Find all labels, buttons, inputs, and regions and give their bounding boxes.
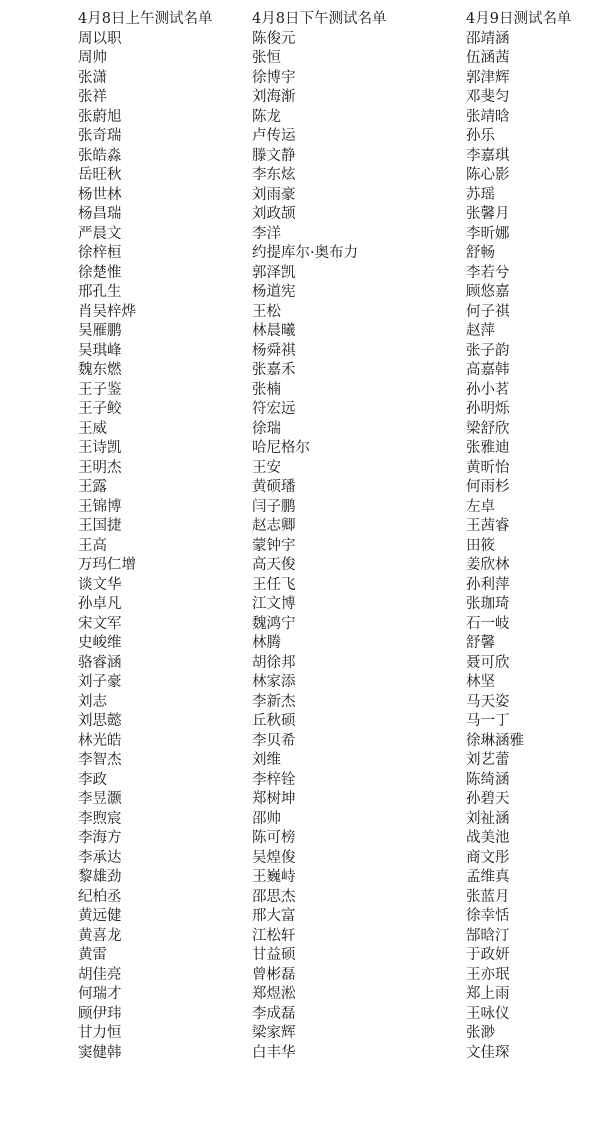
list-item: 王诗凯 [78, 440, 122, 456]
list-item: 陈绮涵 [466, 771, 510, 788]
list-item: 刘子豪 [78, 674, 122, 690]
list-item: 李政 [78, 771, 107, 788]
list-item: 邓斐匀 [466, 89, 510, 105]
list-item: 徐琳涵雅 [466, 732, 524, 749]
list-item: 伍涵茜 [466, 50, 510, 66]
list-item: 张蔚旭 [78, 108, 122, 125]
list-item: 梁舒欣 [466, 420, 510, 437]
list-item: 吴雁鹏 [78, 323, 122, 339]
list-item: 刘政颉 [252, 206, 296, 222]
list-item: 李海方 [78, 830, 122, 846]
list-item: 刘海渐 [252, 89, 296, 105]
list-item: 王露 [78, 479, 107, 495]
list-item: 约提库尔·奥布力 [252, 245, 359, 261]
list-item: 何瑞才 [78, 986, 122, 1002]
list-item: 刘雨豪 [252, 186, 296, 203]
list-item: 魏东燃 [78, 362, 122, 378]
list-item: 孙卓凡 [78, 596, 122, 612]
list-item: 曾彬磊 [252, 966, 296, 983]
list-item: 邵思杰 [252, 888, 296, 905]
list-item: 甘力恒 [78, 1025, 122, 1041]
list-item: 李煦宸 [78, 810, 122, 827]
list-item: 李成磊 [252, 1005, 296, 1022]
list-item: 杨世林 [78, 186, 122, 203]
list-item: 黄昕怡 [466, 459, 510, 476]
list-item: 万玛仁增 [78, 557, 136, 573]
list-item: 何子祺 [466, 303, 510, 320]
list-item: 郑煜淞 [252, 986, 296, 1002]
list-item: 张馨月 [466, 206, 510, 222]
list-item: 李承达 [78, 849, 122, 866]
list-item: 姜欣林 [466, 557, 510, 573]
list-item: 严晨文 [78, 225, 122, 242]
list-item: 滕文静 [252, 147, 296, 164]
list-item: 王国捷 [78, 518, 122, 534]
list-item: 刘祉涵 [466, 810, 510, 827]
list-item: 顾悠嘉 [466, 284, 510, 300]
list-item: 徐幸恬 [466, 908, 510, 924]
list-item: 黄远健 [78, 908, 122, 924]
list-item: 闫子鹏 [252, 498, 296, 515]
list-item: 邢孔生 [78, 284, 122, 300]
list-item: 张奇瑞 [78, 128, 122, 144]
column-apr9 [466, 10, 571, 1063]
list-item: 骆睿涵 [78, 654, 122, 671]
list-item: 孙明烁 [466, 401, 510, 417]
list-item: 高嘉韩 [466, 362, 510, 378]
list-item: 胡佳亮 [78, 966, 122, 983]
list-item: 哈尼格尔 [252, 440, 310, 456]
list-item: 舒畅 [466, 245, 495, 261]
list-item: 林腾 [252, 635, 281, 651]
list-item: 谈文华 [78, 576, 122, 593]
list-item: 张恒 [252, 50, 281, 66]
list-item: 陈龙 [252, 108, 281, 125]
list-item: 邵帅 [252, 810, 281, 827]
list-item: 郑上雨 [466, 986, 510, 1002]
list-item: 高天俊 [252, 557, 296, 573]
list-item: 张蓝月 [466, 888, 510, 905]
list-item: 张靖晗 [466, 108, 510, 125]
list-item: 李昕娜 [466, 225, 510, 242]
list-item: 陈可榜 [252, 830, 296, 846]
list-item: 舒馨 [466, 635, 495, 651]
list-item: 张嘉禾 [252, 362, 296, 378]
list-item: 李东炫 [252, 167, 296, 183]
list-item: 杨舜祺 [252, 342, 296, 359]
list-item: 李昱灏 [78, 791, 122, 807]
list-item: 王威 [78, 420, 107, 437]
list-item: 马天姿 [466, 693, 510, 710]
list-item: 刘思懿 [78, 713, 122, 729]
list-item: 李嘉琪 [466, 147, 510, 164]
list-item: 郜晗汀 [466, 927, 510, 944]
list-item: 王咏仪 [466, 1005, 510, 1022]
list-item: 田筱 [466, 537, 495, 554]
list-item: 商文彤 [466, 849, 510, 866]
list-item: 顾伊玮 [78, 1005, 122, 1022]
list-item: 战美池 [466, 830, 510, 846]
list-item: 孙碧天 [466, 791, 510, 807]
list-item: 王明杰 [78, 459, 122, 476]
list-item: 史峻维 [78, 635, 122, 651]
list-item: 吴煌俊 [252, 849, 296, 866]
list-item: 徐瑞 [252, 420, 281, 437]
list-item: 林坚 [466, 674, 495, 690]
list-item: 张皓淼 [78, 147, 122, 164]
list-item: 丘秋硕 [252, 713, 296, 729]
list-item: 纪柏丞 [78, 888, 122, 905]
list-item: 周帅 [78, 50, 107, 66]
list-item: 梁家辉 [252, 1025, 296, 1041]
list-item: 李若兮 [466, 264, 510, 281]
list-item: 黄雷 [78, 947, 107, 963]
list-item: 魏鸿宁 [252, 615, 296, 632]
list-item: 林晨曦 [252, 323, 296, 339]
list-item: 黄喜龙 [78, 927, 122, 944]
list-item: 刘维 [252, 752, 281, 768]
list-item: 苏瑶 [466, 186, 495, 203]
column-apr8-afternoon [252, 10, 386, 1063]
list-item: 刘艺蕾 [466, 752, 510, 768]
list-item: 符宏远 [252, 401, 296, 417]
list-item: 张子韵 [466, 342, 510, 359]
list-item: 陈心影 [466, 167, 510, 183]
list-item: 张楠 [252, 381, 281, 398]
list-item: 白丰华 [252, 1044, 296, 1061]
list-item: 聂可欣 [466, 654, 510, 671]
list-item: 赵萍 [466, 323, 495, 339]
list-item: 李智杰 [78, 752, 122, 768]
list-item: 王巍峙 [252, 869, 296, 885]
column-header: 4月8日下午测试名单 [252, 11, 387, 27]
list-item: 江文博 [252, 596, 296, 612]
list-item: 江松轩 [252, 927, 296, 944]
list-item: 杨昌瑞 [78, 206, 122, 222]
list-item: 林家添 [252, 674, 296, 690]
list-item: 王子鉴 [78, 381, 122, 398]
list-item: 王茜睿 [466, 518, 510, 534]
list-item: 孙利萍 [466, 576, 510, 593]
list-item: 卢传运 [252, 128, 296, 144]
list-item: 马一丁 [466, 713, 510, 729]
list-item: 李新杰 [252, 693, 296, 710]
list-item: 何雨杉 [466, 479, 510, 495]
list-item: 肖吴梓烨 [78, 303, 136, 320]
list-item: 王高 [78, 537, 107, 554]
list-item: 郑树坤 [252, 791, 296, 807]
list-item: 孙乐 [466, 128, 495, 144]
list-item: 王锦博 [78, 498, 122, 515]
list-item: 王任飞 [252, 576, 296, 593]
list-item: 陈俊元 [252, 30, 296, 47]
list-item: 张雅迪 [466, 440, 510, 456]
column-apr8-morning [78, 10, 212, 1063]
list-item: 王松 [252, 303, 281, 320]
list-item: 石一岐 [466, 615, 510, 632]
list-item: 胡徐邦 [252, 654, 296, 671]
list-item: 宋文军 [78, 615, 122, 632]
list-item: 赵志卿 [252, 518, 296, 534]
list-item: 甘益硕 [252, 947, 296, 963]
list-item: 岳旺秋 [78, 167, 122, 183]
list-item: 邵靖涵 [466, 30, 510, 47]
list-item: 李洋 [252, 225, 281, 242]
list-item: 林光皓 [78, 732, 122, 749]
list-item: 孟维真 [466, 869, 510, 885]
list-item: 张祥 [78, 89, 107, 105]
list-item: 孙小茗 [466, 381, 510, 398]
list-item: 张珈琦 [466, 596, 510, 612]
list-item: 周以职 [78, 30, 122, 47]
list-item: 徐楚惟 [78, 264, 122, 281]
list-item: 王安 [252, 459, 281, 476]
list-item: 刘志 [78, 693, 107, 710]
list-item: 张潇 [78, 69, 107, 86]
list-item: 黎雄劲 [78, 869, 122, 885]
column-header: 4月8日上午测试名单 [78, 11, 213, 27]
list-item: 左卓 [466, 498, 495, 515]
column-header: 4月9日测试名单 [466, 11, 572, 27]
list-item: 吴琪峰 [78, 342, 122, 359]
list-item: 于政妍 [466, 947, 510, 963]
list-item: 黄硕璠 [252, 479, 296, 495]
list-item: 王子鲛 [78, 401, 122, 417]
list-item: 徐梓桓 [78, 245, 122, 261]
list-item: 邢大富 [252, 908, 296, 924]
list-item: 徐博宇 [252, 69, 296, 86]
list-item: 杨道宪 [252, 284, 296, 300]
list-item: 文佳琛 [466, 1044, 510, 1061]
list-item: 李梓铨 [252, 771, 296, 788]
list-item: 蒙钟宇 [252, 537, 296, 554]
list-item: 郭泽凯 [252, 264, 296, 281]
list-item: 李贝希 [252, 732, 296, 749]
list-item: 王亦珉 [466, 966, 510, 983]
list-item: 张渺 [466, 1025, 495, 1041]
list-item: 窦健韩 [78, 1044, 122, 1061]
list-item: 郭津辉 [466, 69, 510, 86]
